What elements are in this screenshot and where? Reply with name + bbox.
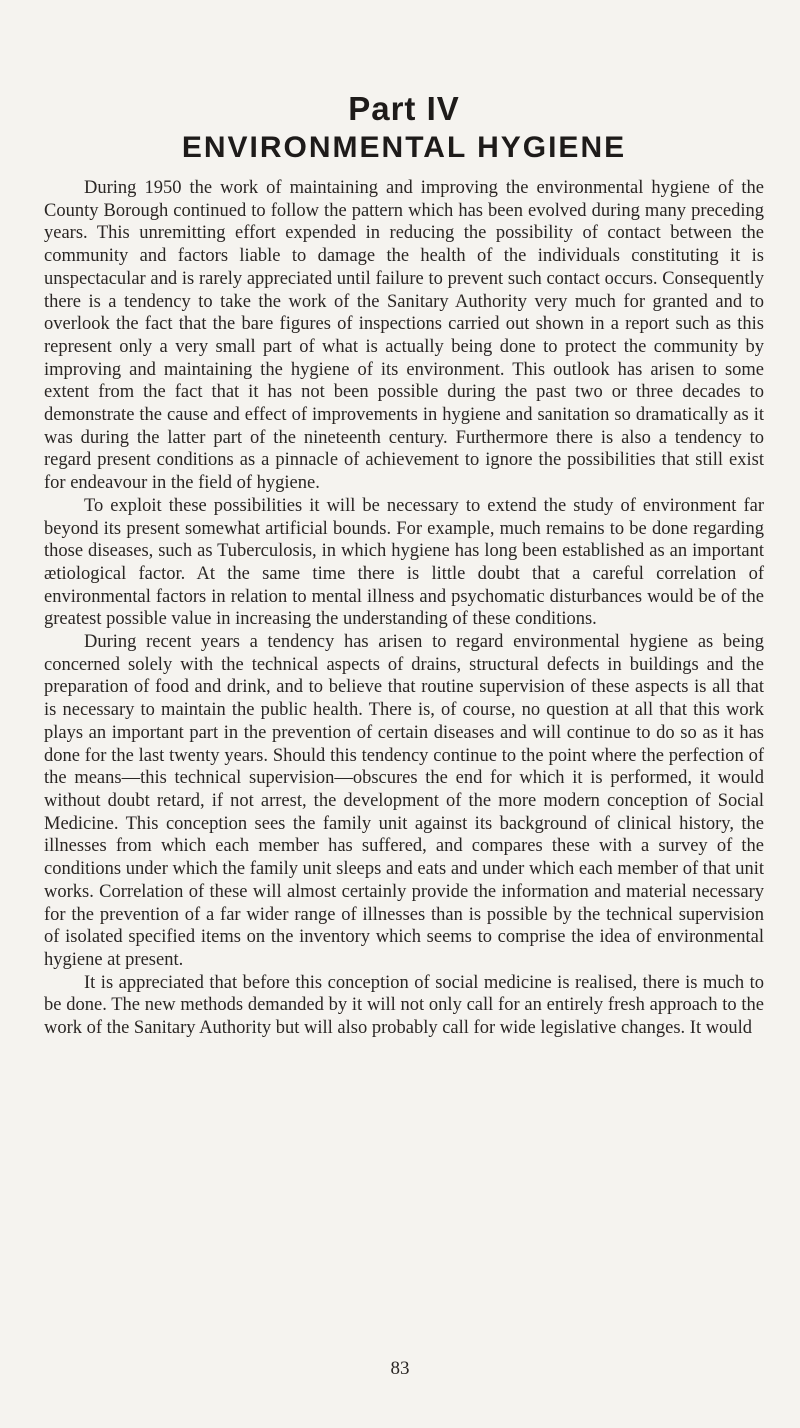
paragraph: It is appreciated that before this conception of social medicine is realised, there is much to be done. The new methods demanded by it will not only call for an entirely fresh approach to the work of the Sanitary Authority but will also probably call for wide legislative changes. It would: [44, 972, 764, 1039]
document-page: [44, 92, 764, 1040]
paragraph: To exploit these possibilities it will be necessary to extend the study of environment far beyond its present somewhat artificial bounds. For example, much remains to be done regarding those diseases, such as Tuberculosis, in which hygiene has long been established as an important ætiological factor. At the same time there is little doubt that a careful correlation of environmental factors in relation to mental illness and psychomatic disturbances would be of the greatest possible value in increasing the understanding of these conditions.: [44, 495, 764, 630]
section-title: ENVIRONMENTAL HYGIENE: [181, 131, 627, 164]
paragraph: During 1950 the work of maintaining and improving the environmental hygiene of the County Borough continued to follow the pattern which has been evolved during many preceding years. This unremitting effort expended in reducing the possibility of contact between the community and factors liable to damage the health of the individuals constituting it is unspectacular and is rarely appreciated until failure to prevent such contact occurs. Consequently there is a tendency to take the work of the Sanitary Authority very much for granted and to overlook the fact that the bare figures of inspections carried out shown in a report such as this represent only a very small part of what is actually being done to protect the community by improving and maintaining the hygiene of its environment. This outlook has arisen to some extent from the fact that it has not been possible during the past two or three decades to demonstrate the cause and effect of improvements in hygiene and sanitation so dramatically as it was during the latter part of the nineteenth century. Furthermore there is also a tendency to regard present conditions as a pinnacle of achievement to ignore the possibilities that still exist for endeavour in the field of hygiene.: [44, 178, 764, 494]
paragraph: During recent years a tendency has arisen to regard environmental hygiene as being concerned solely with the technical aspects of drains, structural defects in buildings and the preparation of food and drink, and to believe that routine supervision of these aspects is all that is necessary to maintain the public health. There is, of course, no question at all that this work plays an important part in the prevention of certain diseases and will continue to do so as it has done for the last twenty years. Should this tendency continue to the point where the perfection of the means—this technical supervision—obscures the end for which it is performed, it would without doubt retard, if not arrest, the development of the more modern conception of Social Medicine. This conception sees the family unit against its background of clinical history, the illnesses from which each member has suffered, and compares these with a survey of the conditions under which the family unit sleeps and eats and under which each member of that unit works. Correlation of these will almost certainly provide the information and material necessary for the prevention of a far wider range of illnesses than is possible by the technical supervision of isolated specified items on the inventory which seems to comprise the idea of environmental hygiene at present.: [44, 632, 764, 970]
body-text: [44, 177, 764, 1040]
part-heading: Part IV: [348, 90, 460, 127]
page-number: 83: [390, 1358, 410, 1379]
